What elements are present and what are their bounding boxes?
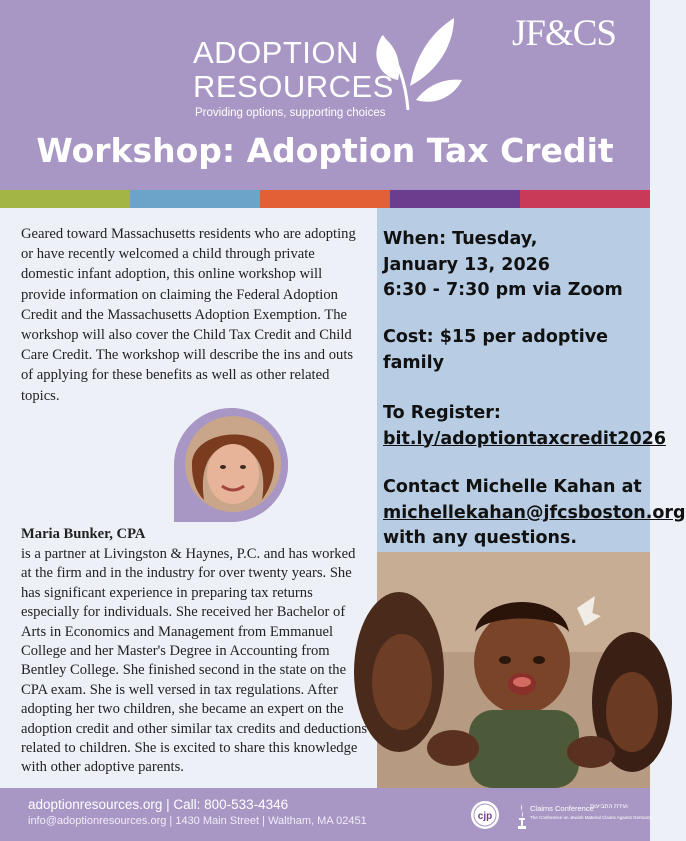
contact-line-3: with any questions.: [383, 528, 578, 548]
family-photo: [377, 552, 650, 788]
contact-line-1: Contact Michelle Kahan at: [383, 477, 642, 497]
when-block: [383, 227, 623, 304]
cost-block: [383, 325, 608, 376]
claims-flame-icon: [516, 802, 528, 830]
cost-line-1: Cost: $15 per adoptive: [383, 327, 609, 347]
claims-conference-logo: [516, 802, 652, 830]
adoption-resources-logo: [193, 36, 394, 104]
speaker-photo: [170, 404, 292, 526]
stripe-red: [520, 190, 650, 208]
cjp-logo-icon: [470, 800, 500, 830]
footer-address-line: info@adoptionresources.org | 1430 Main Street | Waltham, MA 02451: [28, 815, 367, 827]
stripe-blue: [130, 190, 260, 208]
intro-paragraph: Geared toward Massachusetts residents who are adopting or have recently welcomed a child through private domestic infant adoption, this online workshop will provide information on claiming the Federal Adoption Credit and the Massachusetts Adoption Exemption. The workshop will also cover the Child Tax Credit and Child Care Credit. The workshop will describe the ins and outs of applying for these benefits as well as other related topics.: [21, 226, 356, 404]
stripe-green: [0, 190, 130, 208]
page-title: Workshop: Adoption Tax Credit: [36, 131, 614, 170]
claims-subtitle: The Conference on Jewish Material Claims Against Germany: [530, 815, 652, 820]
speaker-name: Maria Bunker, CPA: [21, 526, 146, 542]
speaker-bio: is a partner at Livingston & Haynes, P.C. and has worked at the firm and in the industry for over twenty years. She has significant experience in preparing tax returns especially for individuals. She received her Bachelor of Arts in Economics and Management from Emmanuel College and her Master's Degree in Accounting from Bentley College. She finished second in the state on the CPA exam. She is well versed in tax regulations. After adopting her two children, she became an expert on the adoption credit and other similar tax credits and deductions related to children. She is excited to share this knowledge with other adoptive parents.: [21, 546, 368, 776]
stripe-orange: [260, 190, 390, 208]
register-block: [383, 401, 666, 452]
claims-title: Claims Conference: [530, 804, 594, 813]
when-line-1: When: Tuesday,: [383, 229, 538, 249]
register-label: To Register:: [383, 403, 501, 423]
cost-line-2: family: [383, 352, 445, 373]
when-line-3: 6:30 - 7:30 pm via Zoom: [383, 280, 623, 300]
when-line-2: January 13, 2026: [383, 254, 550, 275]
claims-hebrew: ועידת התביעות: [590, 804, 628, 810]
jfcs-logo: JF&CS: [512, 13, 617, 54]
contact-email-link[interactable]: michellekahan@jfcsboston.org: [383, 502, 686, 523]
footer-contact-line: adoptionresources.org | Call: 800-533-4346: [28, 797, 289, 812]
register-link[interactable]: bit.ly/adoptiontaxcredit2026: [383, 428, 666, 449]
stripe-purple: [390, 190, 520, 208]
logo-line-1: ADOPTION: [193, 35, 359, 70]
logo-line-2: RESOURCES: [193, 69, 394, 104]
logo-tagline: Providing options, supporting choices: [195, 107, 386, 119]
contact-block: [383, 475, 686, 552]
cjp-label: cjp: [477, 811, 493, 822]
